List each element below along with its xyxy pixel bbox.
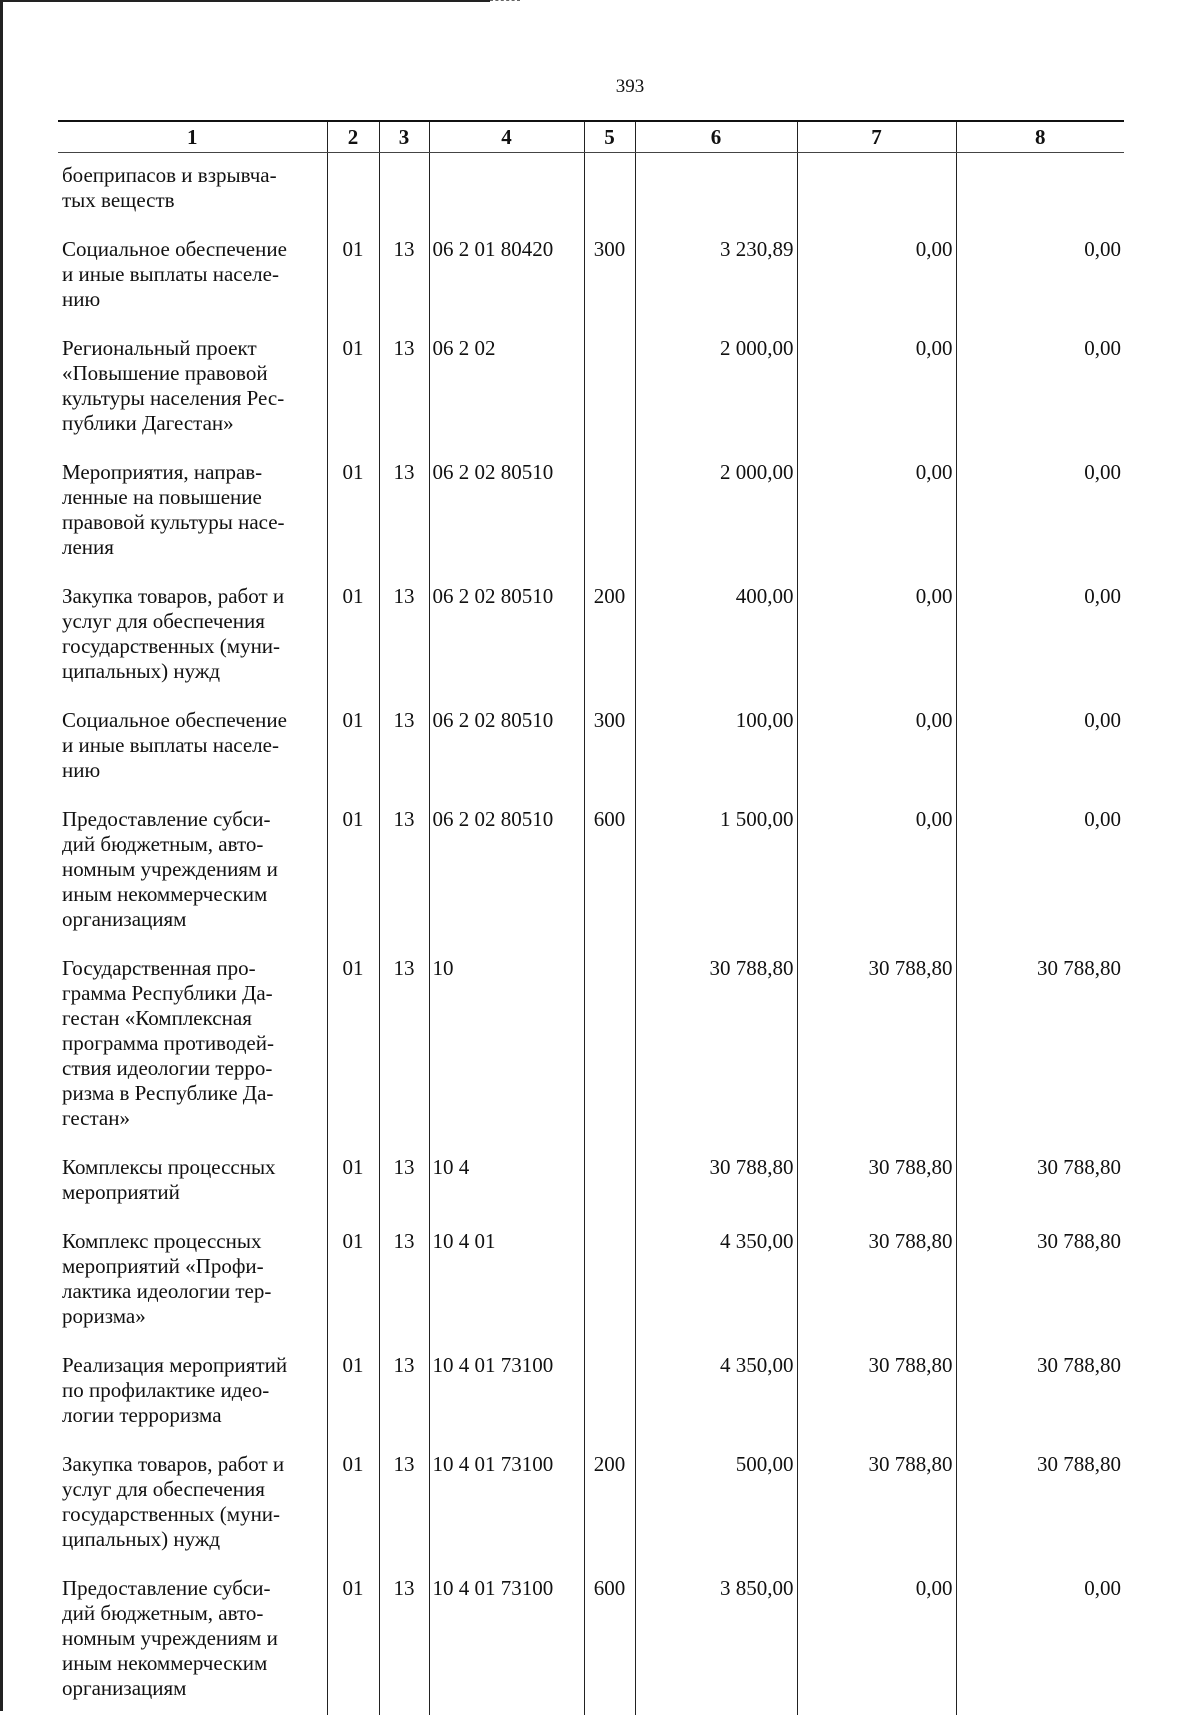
item-name-line: дий бюджетным, авто-	[62, 832, 321, 857]
cell-section: 01	[327, 1444, 379, 1568]
cell-amount-year-2: 0,00	[797, 229, 956, 328]
item-name-line: логии терроризма	[62, 1403, 321, 1428]
cell-amount-year-2: 30 788,80	[797, 1221, 956, 1345]
cell-target-article: 06 2 01 80420	[429, 229, 584, 328]
scan-edge-top	[0, 0, 490, 2]
item-name-line: нию	[62, 287, 321, 312]
cell-section: 01	[327, 452, 379, 576]
cell-amount-year-3: 0,00	[956, 700, 1124, 799]
cell-amount-year-1: 100,00	[635, 700, 797, 799]
cell-section: 01	[327, 799, 379, 948]
table-row	[58, 576, 1124, 700]
table-row	[58, 799, 1124, 948]
table-header-row	[58, 121, 1124, 153]
cell-amount-year-3: 30 788,80	[956, 1147, 1124, 1221]
table-row	[58, 948, 1124, 1147]
cell-amount-year-2: 0,00	[797, 452, 956, 576]
item-name-line: Реализация мероприятий	[62, 1353, 321, 1378]
item-name-line: и иные выплаты населе-	[62, 262, 321, 287]
cell-target-article: 06 2 02 80510	[429, 452, 584, 576]
cell-target-article	[429, 153, 584, 230]
cell-amount-year-3: 30 788,80	[956, 1345, 1124, 1444]
item-name-line: публики Дагестан»	[62, 411, 321, 436]
cell-expense-type: 200	[584, 1444, 635, 1568]
column-header-5: 5	[584, 121, 635, 153]
cell-expense-type	[584, 328, 635, 452]
cell-amount-year-2: 0,00	[797, 700, 956, 799]
cell-target-article: 06 2 02 80510	[429, 799, 584, 948]
cell-item-name	[58, 452, 327, 576]
cell-item-name	[58, 153, 327, 230]
cell-amount-year-3: 0,00	[956, 452, 1124, 576]
item-name-line: Социальное обеспечение	[62, 708, 321, 733]
table-row	[58, 1221, 1124, 1345]
cell-item-name	[58, 1444, 327, 1568]
cell-amount-year-1: 2 000,00	[635, 452, 797, 576]
cell-subsection: 13	[379, 328, 429, 452]
item-name-line: Региональный проект	[62, 336, 321, 361]
item-name-line: Предоставление субси-	[62, 807, 321, 832]
cell-amount-year-1: 30 788,80	[635, 1147, 797, 1221]
item-name-line: ципальных) нужд	[62, 659, 321, 684]
cell-target-article: 10 4	[429, 1147, 584, 1221]
column-header-3: 3	[379, 121, 429, 153]
cell-item-name	[58, 328, 327, 452]
cell-expense-type: 600	[584, 799, 635, 948]
cell-amount-year-1: 500,00	[635, 1444, 797, 1568]
item-name-line: услуг для обеспечения	[62, 1477, 321, 1502]
cell-amount-year-3: 0,00	[956, 799, 1124, 948]
cell-expense-type	[584, 153, 635, 230]
cell-section	[327, 153, 379, 230]
cell-subsection: 13	[379, 1568, 429, 1715]
table-body	[58, 153, 1124, 1715]
item-name-line: мероприятий	[62, 1180, 321, 1205]
item-name-line: и иные выплаты населе-	[62, 733, 321, 758]
cell-subsection: 13	[379, 1147, 429, 1221]
cell-section: 01	[327, 1147, 379, 1221]
cell-subsection: 13	[379, 1444, 429, 1568]
cell-item-name	[58, 576, 327, 700]
cell-subsection: 13	[379, 1345, 429, 1444]
cell-amount-year-3: 0,00	[956, 229, 1124, 328]
cell-item-name	[58, 948, 327, 1147]
item-name-line: гестан «Комплексная	[62, 1006, 321, 1031]
cell-amount-year-1: 30 788,80	[635, 948, 797, 1147]
item-name-line: по профилактике идео-	[62, 1378, 321, 1403]
cell-target-article: 06 2 02	[429, 328, 584, 452]
cell-expense-type: 300	[584, 229, 635, 328]
item-name-line: иным некоммерческим	[62, 882, 321, 907]
cell-section: 01	[327, 1345, 379, 1444]
cell-amount-year-2: 30 788,80	[797, 1147, 956, 1221]
cell-amount-year-3: 30 788,80	[956, 1221, 1124, 1345]
cell-subsection: 13	[379, 1221, 429, 1345]
cell-amount-year-1: 400,00	[635, 576, 797, 700]
cell-subsection: 13	[379, 799, 429, 948]
column-header-7: 7	[797, 121, 956, 153]
item-name-line: роризма»	[62, 1304, 321, 1329]
column-header-2: 2	[327, 121, 379, 153]
cell-amount-year-3: 30 788,80	[956, 1444, 1124, 1568]
column-header-6: 6	[635, 121, 797, 153]
item-name-line: государственных (муни-	[62, 634, 321, 659]
item-name-line: боеприпасов и взрывча-	[62, 163, 321, 188]
cell-section: 01	[327, 229, 379, 328]
table-row	[58, 328, 1124, 452]
table-row	[58, 153, 1124, 230]
item-name-line: лактика идеологии тер-	[62, 1279, 321, 1304]
cell-amount-year-1: 3 850,00	[635, 1568, 797, 1715]
item-name-line: правовой культуры насе-	[62, 510, 321, 535]
item-name-line: Мероприятия, направ-	[62, 460, 321, 485]
item-name-line: мероприятий «Профи-	[62, 1254, 321, 1279]
cell-item-name	[58, 700, 327, 799]
item-name-line: организациям	[62, 907, 321, 932]
item-name-line: Социальное обеспечение	[62, 237, 321, 262]
cell-expense-type	[584, 1345, 635, 1444]
item-name-line: Закупка товаров, работ и	[62, 1452, 321, 1477]
cell-item-name	[58, 1221, 327, 1345]
item-name-line: ризма в Республике Да-	[62, 1081, 321, 1106]
cell-subsection	[379, 153, 429, 230]
cell-item-name	[58, 1147, 327, 1221]
cell-target-article: 06 2 02 80510	[429, 576, 584, 700]
item-name-line: иным некоммерческим	[62, 1651, 321, 1676]
cell-amount-year-1	[635, 153, 797, 230]
cell-subsection: 13	[379, 452, 429, 576]
cell-amount-year-2: 30 788,80	[797, 948, 956, 1147]
item-name-line: грамма Республики Да-	[62, 981, 321, 1006]
cell-section: 01	[327, 328, 379, 452]
cell-subsection: 13	[379, 229, 429, 328]
cell-amount-year-1: 1 500,00	[635, 799, 797, 948]
item-name-line: ципальных) нужд	[62, 1527, 321, 1552]
item-name-line: номным учреждениям и	[62, 1626, 321, 1651]
column-header-1: 1	[58, 121, 327, 153]
cell-amount-year-2: 0,00	[797, 799, 956, 948]
cell-expense-type	[584, 948, 635, 1147]
item-name-line: «Повышение правовой	[62, 361, 321, 386]
table-row	[58, 452, 1124, 576]
table-row	[58, 1147, 1124, 1221]
cell-section: 01	[327, 1221, 379, 1345]
item-name-line: ленные на повышение	[62, 485, 321, 510]
item-name-line: услуг для обеспечения	[62, 609, 321, 634]
item-name-line: Закупка товаров, работ и	[62, 584, 321, 609]
cell-amount-year-3: 0,00	[956, 1568, 1124, 1715]
cell-amount-year-3: 0,00	[956, 576, 1124, 700]
table-row	[58, 1345, 1124, 1444]
item-name-line: номным учреждениям и	[62, 857, 321, 882]
table-row	[58, 229, 1124, 328]
cell-target-article: 10 4 01 73100	[429, 1345, 584, 1444]
cell-expense-type	[584, 1221, 635, 1345]
cell-target-article: 10 4 01 73100	[429, 1444, 584, 1568]
cell-item-name	[58, 1568, 327, 1715]
column-header-4: 4	[429, 121, 584, 153]
cell-expense-type	[584, 452, 635, 576]
cell-target-article: 10	[429, 948, 584, 1147]
column-header-8: 8	[956, 121, 1124, 153]
cell-item-name	[58, 799, 327, 948]
item-name-line: организациям	[62, 1676, 321, 1701]
cell-target-article: 06 2 02 80510	[429, 700, 584, 799]
cell-section: 01	[327, 1568, 379, 1715]
item-name-line: Предоставление субси-	[62, 1576, 321, 1601]
table-row	[58, 1444, 1124, 1568]
budget-table	[58, 120, 1124, 1715]
cell-target-article: 10 4 01 73100	[429, 1568, 584, 1715]
item-name-line: тых веществ	[62, 188, 321, 213]
item-name-line: гестан»	[62, 1106, 321, 1131]
item-name-line: государственных (муни-	[62, 1502, 321, 1527]
cell-amount-year-2: 0,00	[797, 328, 956, 452]
item-name-line: нию	[62, 758, 321, 783]
item-name-line: Комплекс процессных	[62, 1229, 321, 1254]
scan-edge-left	[0, 0, 3, 1711]
item-name-line: культуры населения Рес-	[62, 386, 321, 411]
cell-amount-year-1: 4 350,00	[635, 1221, 797, 1345]
cell-section: 01	[327, 948, 379, 1147]
cell-amount-year-3: 0,00	[956, 328, 1124, 452]
cell-section: 01	[327, 576, 379, 700]
cell-amount-year-1: 3 230,89	[635, 229, 797, 328]
scan-edge-top-dash	[490, 0, 520, 2]
cell-amount-year-2: 30 788,80	[797, 1444, 956, 1568]
cell-target-article: 10 4 01	[429, 1221, 584, 1345]
table-row	[58, 1568, 1124, 1715]
cell-subsection: 13	[379, 576, 429, 700]
cell-amount-year-3	[956, 153, 1124, 230]
cell-item-name	[58, 229, 327, 328]
item-name-line: ствия идеологии терро-	[62, 1056, 321, 1081]
cell-subsection: 13	[379, 700, 429, 799]
item-name-line: ления	[62, 535, 321, 560]
item-name-line: дий бюджетным, авто-	[62, 1601, 321, 1626]
cell-amount-year-2	[797, 153, 956, 230]
cell-amount-year-3: 30 788,80	[956, 948, 1124, 1147]
page-number: 393	[0, 76, 1200, 98]
item-name-line: Комплексы процессных	[62, 1155, 321, 1180]
cell-item-name	[58, 1345, 327, 1444]
table-row	[58, 700, 1124, 799]
cell-amount-year-2: 30 788,80	[797, 1345, 956, 1444]
cell-expense-type: 300	[584, 700, 635, 799]
item-name-line: программа противодей-	[62, 1031, 321, 1056]
cell-expense-type: 600	[584, 1568, 635, 1715]
cell-amount-year-2: 0,00	[797, 1568, 956, 1715]
cell-expense-type: 200	[584, 576, 635, 700]
cell-amount-year-1: 4 350,00	[635, 1345, 797, 1444]
budget-table-container	[58, 120, 1124, 1715]
cell-subsection: 13	[379, 948, 429, 1147]
cell-section: 01	[327, 700, 379, 799]
cell-amount-year-2: 0,00	[797, 576, 956, 700]
cell-expense-type	[584, 1147, 635, 1221]
cell-amount-year-1: 2 000,00	[635, 328, 797, 452]
item-name-line: Государственная про-	[62, 956, 321, 981]
